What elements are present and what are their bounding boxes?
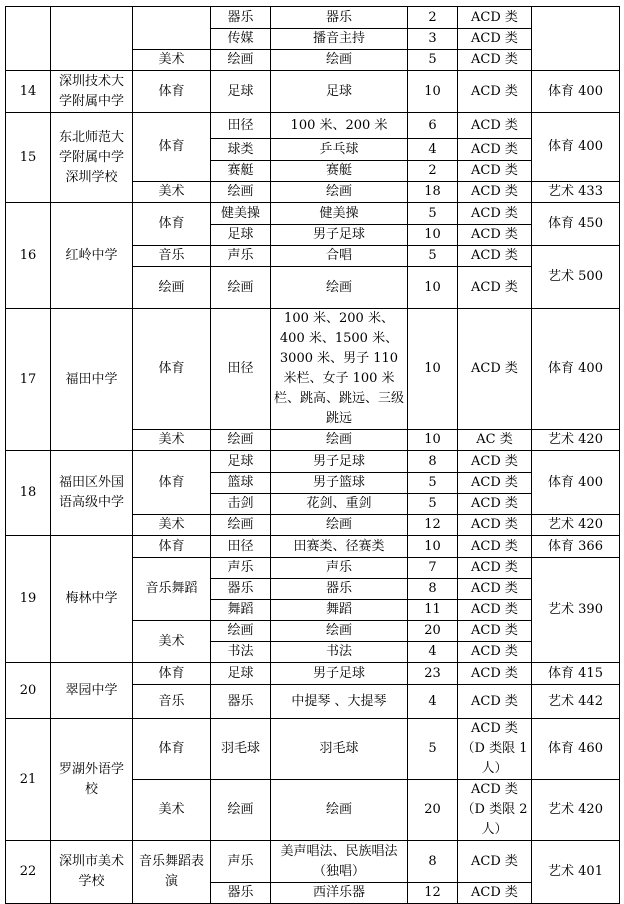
table-cell: ACD 类（D 类限 2 人） bbox=[458, 780, 532, 841]
table-cell: 体育 bbox=[133, 113, 211, 182]
table-cell: 音乐舞蹈表演 bbox=[133, 841, 211, 904]
table-cell: 体育 bbox=[133, 309, 211, 430]
table-cell: 10 bbox=[408, 225, 458, 246]
table-cell: 艺术 420 bbox=[532, 430, 620, 451]
table-cell: 美术 bbox=[133, 50, 211, 71]
table-cell: ACD 类 bbox=[458, 267, 532, 309]
table-cell: 绘画 bbox=[271, 50, 408, 71]
table-cell: ACD 类 bbox=[458, 883, 532, 904]
table-cell: 足球 bbox=[211, 71, 271, 113]
table-cell: 20 bbox=[408, 621, 458, 642]
table-cell: 艺术 500 bbox=[532, 246, 620, 309]
table-cell: ACD 类 bbox=[458, 579, 532, 600]
table-cell: 10 bbox=[408, 430, 458, 451]
table-cell: ACD 类 bbox=[458, 139, 532, 161]
table-cell: 10 bbox=[408, 309, 458, 430]
table-cell: ACD 类 bbox=[458, 29, 532, 50]
table-cell: 绘画 bbox=[211, 515, 271, 536]
table-cell: 男子足球 bbox=[271, 225, 408, 246]
table-cell: ACD 类 bbox=[458, 536, 532, 558]
table-cell: 音乐 bbox=[133, 246, 211, 267]
table-cell: 21 bbox=[6, 719, 51, 841]
table-cell: 绘画 bbox=[271, 621, 408, 642]
table-cell: 舞蹈 bbox=[271, 600, 408, 621]
table-cell: 12 bbox=[408, 515, 458, 536]
table-cell: 22 bbox=[6, 841, 51, 904]
table-cell: 4 bbox=[408, 139, 458, 161]
table-cell: 绘画 bbox=[271, 515, 408, 536]
table-cell: 5 bbox=[408, 246, 458, 267]
table-cell: 7 bbox=[408, 558, 458, 579]
table-cell: 乒乓球 bbox=[271, 139, 408, 161]
table-cell: 翠园中学 bbox=[51, 663, 133, 719]
table-cell: 体育 bbox=[133, 719, 211, 780]
table-cell: ACD 类 bbox=[458, 841, 532, 883]
table-cell: 100 米、200 米 bbox=[271, 113, 408, 139]
table-cell: 梅林中学 bbox=[51, 536, 133, 663]
table-cell: 8 bbox=[408, 841, 458, 883]
table-cell: 20 bbox=[408, 780, 458, 841]
table-cell bbox=[6, 7, 51, 71]
table-cell: 书法 bbox=[271, 642, 408, 663]
table-cell: 男子篮球 bbox=[271, 473, 408, 494]
table-cell: 艺术 420 bbox=[532, 515, 620, 536]
table-cell: 器乐 bbox=[211, 7, 271, 29]
table-cell: ACD 类 bbox=[458, 600, 532, 621]
table-cell: 田径 bbox=[211, 309, 271, 430]
table-cell: ACD 类 bbox=[458, 621, 532, 642]
table-cell: ACD 类 bbox=[458, 663, 532, 685]
table-cell: AC 类 bbox=[458, 430, 532, 451]
table-cell: 器乐 bbox=[211, 579, 271, 600]
table-cell bbox=[133, 7, 211, 50]
table-cell: 艺术 401 bbox=[532, 841, 620, 904]
table-cell: 绘画 bbox=[271, 430, 408, 451]
table-row bbox=[6, 719, 620, 780]
table-cell: 绘画 bbox=[271, 182, 408, 203]
table-cell: ACD 类 bbox=[458, 246, 532, 267]
table-cell: 20 bbox=[6, 663, 51, 719]
table-cell: 艺术 420 bbox=[532, 780, 620, 841]
table-cell: 体育 460 bbox=[532, 719, 620, 780]
table-cell: ACD 类（D 类限 1 人） bbox=[458, 719, 532, 780]
table-row bbox=[6, 203, 620, 225]
table-cell: 2 bbox=[408, 7, 458, 29]
table-cell: 体育 bbox=[133, 71, 211, 113]
table-cell: 福田中学 bbox=[51, 309, 133, 451]
table-cell: 4 bbox=[408, 642, 458, 663]
table-row bbox=[6, 309, 620, 430]
table-cell: 绘画 bbox=[133, 267, 211, 309]
table-cell: 4 bbox=[408, 685, 458, 719]
table-cell: ACD 类 bbox=[458, 685, 532, 719]
table-cell: ACD 类 bbox=[458, 7, 532, 29]
table-cell: 红岭中学 bbox=[51, 203, 133, 309]
table-cell: 5 bbox=[408, 203, 458, 225]
table-body bbox=[6, 7, 620, 904]
table-cell: 健美操 bbox=[211, 203, 271, 225]
table-cell: 声乐 bbox=[211, 558, 271, 579]
table-cell: ACD 类 bbox=[458, 225, 532, 246]
table-cell: 健美操 bbox=[271, 203, 408, 225]
table-cell: 器乐 bbox=[211, 685, 271, 719]
table-cell: ACD 类 bbox=[458, 71, 532, 113]
table-cell: 体育 bbox=[133, 203, 211, 246]
table-cell: 11 bbox=[408, 600, 458, 621]
table-cell: 男子足球 bbox=[271, 451, 408, 473]
table-cell: 播音主持 bbox=[271, 29, 408, 50]
table-cell: 艺术 442 bbox=[532, 685, 620, 719]
table-cell: 10 bbox=[408, 267, 458, 309]
table-cell: ACD 类 bbox=[458, 451, 532, 473]
table-row bbox=[6, 113, 620, 139]
table-cell: 艺术 390 bbox=[532, 558, 620, 663]
table-cell: 绘画 bbox=[211, 780, 271, 841]
table-cell: 19 bbox=[6, 536, 51, 663]
table-cell: 体育 bbox=[133, 536, 211, 558]
table-cell: 10 bbox=[408, 71, 458, 113]
table-cell: 15 bbox=[6, 113, 51, 203]
table-cell: ACD 类 bbox=[458, 309, 532, 430]
table-cell: 足球 bbox=[271, 71, 408, 113]
table-cell: 足球 bbox=[211, 451, 271, 473]
table-cell: 10 bbox=[408, 536, 458, 558]
table-cell: 击剑 bbox=[211, 494, 271, 515]
table-cell: 12 bbox=[408, 883, 458, 904]
table-cell: 西洋乐器 bbox=[271, 883, 408, 904]
table-cell: 篮球 bbox=[211, 473, 271, 494]
table-cell: 深圳市美术学校 bbox=[51, 841, 133, 904]
table-cell: ACD 类 bbox=[458, 182, 532, 203]
table-cell: 3 bbox=[408, 29, 458, 50]
table-cell: 男子足球 bbox=[271, 663, 408, 685]
admission-table bbox=[5, 6, 620, 904]
table-cell: 器乐 bbox=[271, 579, 408, 600]
table-cell: 羽毛球 bbox=[211, 719, 271, 780]
table-cell: 16 bbox=[6, 203, 51, 309]
table-cell: 5 bbox=[408, 50, 458, 71]
table-cell: 田赛类、径赛类 bbox=[271, 536, 408, 558]
table-cell: 合唱 bbox=[271, 246, 408, 267]
table-cell: 体育 400 bbox=[532, 451, 620, 515]
table-cell: 器乐 bbox=[271, 7, 408, 29]
table-cell: 8 bbox=[408, 451, 458, 473]
table-cell: 花剑、重剑 bbox=[271, 494, 408, 515]
table-cell: 18 bbox=[408, 182, 458, 203]
table-cell: 体育 400 bbox=[532, 309, 620, 430]
table-cell: 体育 bbox=[133, 451, 211, 515]
table-cell: 2 bbox=[408, 161, 458, 182]
table-cell: 5 bbox=[408, 719, 458, 780]
table-cell: 绘画 bbox=[211, 50, 271, 71]
table-cell: 绘画 bbox=[211, 267, 271, 309]
table-cell: 深圳技术大学附属中学 bbox=[51, 71, 133, 113]
table-cell: 绘画 bbox=[271, 780, 408, 841]
table-row bbox=[6, 451, 620, 473]
table-cell: ACD 类 bbox=[458, 203, 532, 225]
table-cell: ACD 类 bbox=[458, 161, 532, 182]
table-cell: 赛艇 bbox=[211, 161, 271, 182]
table-cell: 5 bbox=[408, 494, 458, 515]
table-cell: 赛艇 bbox=[271, 161, 408, 182]
table-cell: 100 米、200 米、400 米、1500 米、3000 米、男子 110 米栏、女子 100 米栏、跳高、跳远、三级跳远 bbox=[271, 309, 408, 430]
table-cell: 福田区外国语高级中学 bbox=[51, 451, 133, 536]
table-cell: 体育 400 bbox=[532, 113, 620, 182]
table-cell: 体育 400 bbox=[532, 71, 620, 113]
table-cell: 书法 bbox=[211, 642, 271, 663]
table-cell: 美术 bbox=[133, 780, 211, 841]
table-cell: 东北师范大学附属中学深圳学校 bbox=[51, 113, 133, 203]
table-row bbox=[6, 7, 620, 29]
table-cell: 球类 bbox=[211, 139, 271, 161]
table-cell: 田径 bbox=[211, 113, 271, 139]
table-cell: 6 bbox=[408, 113, 458, 139]
table-cell: 声乐 bbox=[211, 841, 271, 883]
table-row bbox=[6, 536, 620, 558]
table-cell: 足球 bbox=[211, 225, 271, 246]
table-cell: 中提琴 、大提琴 bbox=[271, 685, 408, 719]
table-cell: 罗湖外语学校 bbox=[51, 719, 133, 841]
table-cell: 美术 bbox=[133, 182, 211, 203]
table-cell: 体育 bbox=[133, 663, 211, 685]
table-cell: 绘画 bbox=[271, 267, 408, 309]
table-cell: ACD 类 bbox=[458, 473, 532, 494]
table-cell: 17 bbox=[6, 309, 51, 451]
table-cell: 音乐 bbox=[133, 685, 211, 719]
table-cell: 14 bbox=[6, 71, 51, 113]
table-cell: 美术 bbox=[133, 430, 211, 451]
table-cell: 器乐 bbox=[211, 883, 271, 904]
table-cell: ACD 类 bbox=[458, 50, 532, 71]
table-cell: 声乐 bbox=[271, 558, 408, 579]
table-row bbox=[6, 71, 620, 113]
table-cell: 体育 450 bbox=[532, 203, 620, 246]
table-cell: 绘画 bbox=[211, 182, 271, 203]
table-cell: 舞蹈 bbox=[211, 600, 271, 621]
table-cell: 田径 bbox=[211, 536, 271, 558]
table-cell: 艺术 433 bbox=[532, 182, 620, 203]
table-cell: 8 bbox=[408, 579, 458, 600]
table-cell bbox=[532, 7, 620, 71]
table-cell bbox=[51, 7, 133, 71]
table-cell: 传媒 bbox=[211, 29, 271, 50]
table-cell: ACD 类 bbox=[458, 515, 532, 536]
table-row bbox=[6, 663, 620, 685]
table-cell: ACD 类 bbox=[458, 494, 532, 515]
table-cell: 声乐 bbox=[211, 246, 271, 267]
table-cell: ACD 类 bbox=[458, 642, 532, 663]
table-cell: 足球 bbox=[211, 663, 271, 685]
table-cell: 23 bbox=[408, 663, 458, 685]
table-cell: 美声唱法、民族唱法（独唱） bbox=[271, 841, 408, 883]
table-cell: 绘画 bbox=[211, 621, 271, 642]
table-cell: ACD 类 bbox=[458, 558, 532, 579]
table-cell: 羽毛球 bbox=[271, 719, 408, 780]
table-cell: 5 bbox=[408, 473, 458, 494]
table-cell: 18 bbox=[6, 451, 51, 536]
table-cell: 美术 bbox=[133, 621, 211, 663]
table-cell: 绘画 bbox=[211, 430, 271, 451]
table-cell: ACD 类 bbox=[458, 113, 532, 139]
table-cell: 美术 bbox=[133, 515, 211, 536]
table-cell: 体育 415 bbox=[532, 663, 620, 685]
table-cell: 音乐舞蹈 bbox=[133, 558, 211, 621]
table-row bbox=[6, 841, 620, 883]
table-cell: 体育 366 bbox=[532, 536, 620, 558]
